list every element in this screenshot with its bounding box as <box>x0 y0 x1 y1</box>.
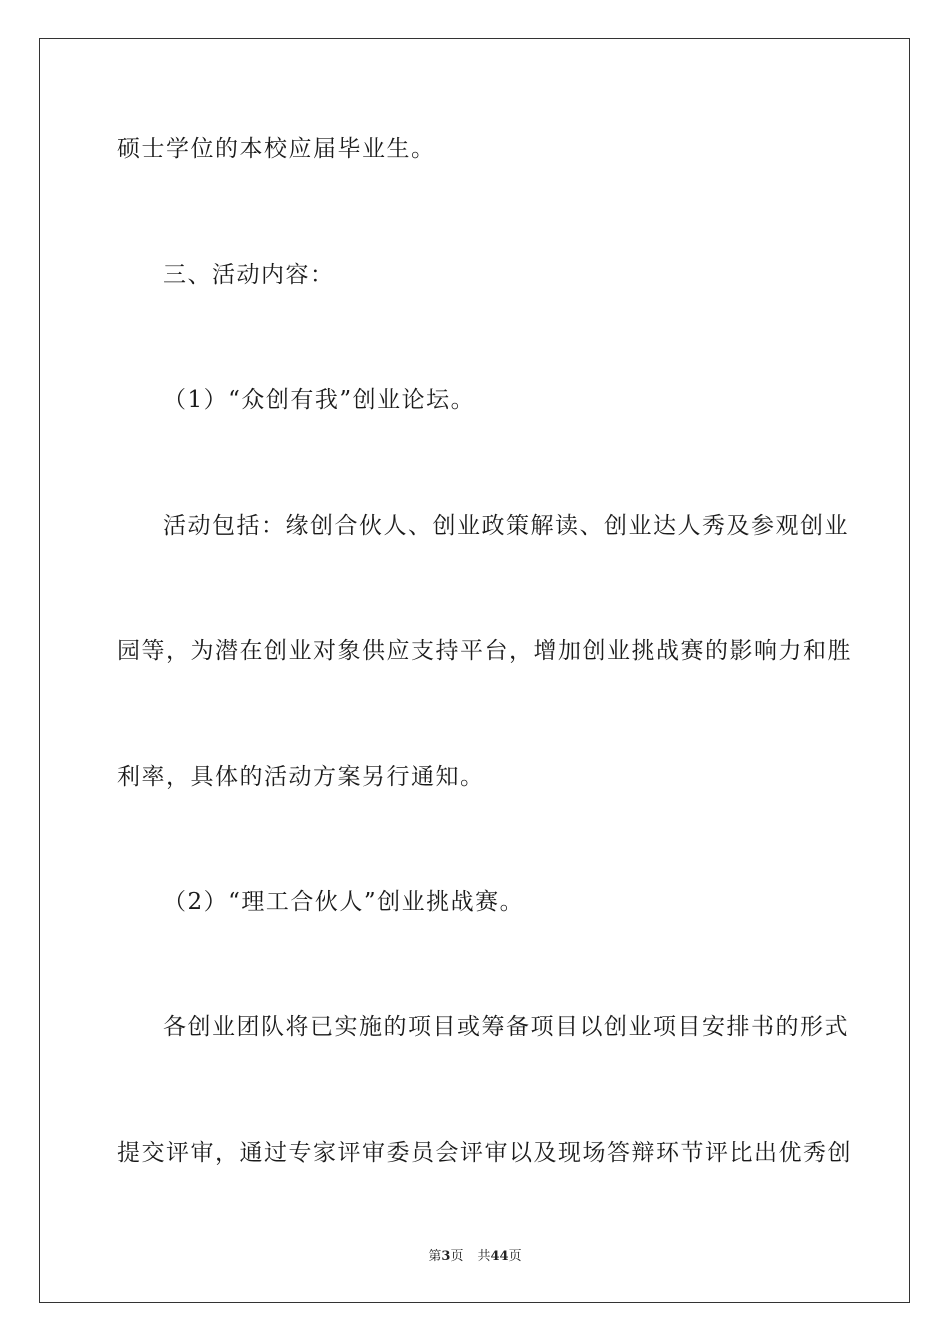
subheading-forum: （1）“众创有我”创业论坛。 <box>163 387 476 413</box>
paragraph-line-2: 园等，为潜在创业对象供应支持平台，增加创业挑战赛的影响力和胜 <box>117 638 852 664</box>
footer-total-prefix: 共 <box>477 1249 491 1264</box>
paragraph-line-4: 各创业团队将已实施的项目或筹备项目以创业项目安排书的形式 <box>163 1014 849 1040</box>
footer-total-pages: 44 <box>490 1249 509 1264</box>
footer-prefix: 第 <box>428 1249 442 1264</box>
footer-total-suffix: 页 <box>508 1249 522 1264</box>
text-line-1: 硕士学位的本校应届毕业生。 <box>117 136 436 162</box>
page-footer <box>0 1248 950 1266</box>
footer-current-page: 3 <box>441 1249 451 1264</box>
paragraph-line-5: 提交评审，通过专家评审委员会评审以及现场答辩环节评比出优秀创 <box>117 1140 852 1166</box>
paragraph-line-1: 活动包括：缘创合伙人、创业政策解读、创业达人秀及参观创业 <box>163 513 849 539</box>
subheading-challenge: （2）“理工合伙人”创业挑战赛。 <box>163 889 525 915</box>
paragraph-line-3: 利率，具体的活动方案另行通知。 <box>117 764 485 790</box>
page-border <box>39 38 910 1303</box>
footer-page-suffix: 页 <box>450 1249 464 1264</box>
section-heading-activity-content: 三、活动内容： <box>163 262 335 288</box>
